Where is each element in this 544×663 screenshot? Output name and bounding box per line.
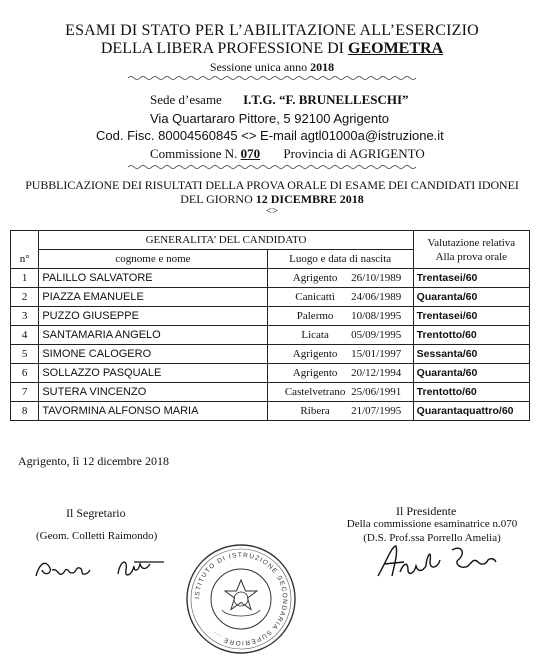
birth-place: Palermo bbox=[296, 310, 334, 322]
seal-emblem-star-icon bbox=[225, 580, 257, 610]
birth-date: 24/06/1989 bbox=[351, 291, 402, 303]
candidate-name: TAVORMINA ALFONSO MARIA bbox=[39, 402, 267, 421]
group-header: GENERALITA’ DEL CANDIDATO bbox=[39, 231, 413, 250]
commission-number: 070 bbox=[240, 146, 261, 161]
table-row bbox=[11, 345, 530, 364]
candidate-name: PIAZZA EMANUELE bbox=[39, 288, 267, 307]
birth-place-date bbox=[267, 364, 413, 383]
row-number: 6 bbox=[11, 364, 39, 383]
profession-name: GEOMETRA bbox=[348, 40, 444, 57]
candidate-name: SANTAMARIA ANGELO bbox=[39, 326, 267, 345]
secretary-title: Il Segretario bbox=[66, 506, 126, 520]
date-place-line: Agrigento, lì 12 dicembre 2018 bbox=[18, 454, 169, 468]
birth-place: Canicattì bbox=[295, 291, 335, 303]
session-prefix: Sessione unica anno bbox=[209, 60, 311, 74]
school-codfisc-email: Cod. Fisc. 80004560845 <> E-mail agtl01000a@istruzione.it bbox=[96, 128, 444, 143]
birth-place: Castelvetrano bbox=[284, 386, 346, 398]
candidate-name: PUZZO GIUSEPPE bbox=[39, 307, 267, 326]
birth-date: 15/01/1997 bbox=[351, 348, 402, 360]
publication-title: PUBBLICAZIONE DEI RISULTATI DELLA PROVA ORALE DI ESAME DEI CANDIDATI IDONEI bbox=[25, 178, 519, 192]
birth-date: 20/12/1994 bbox=[351, 367, 402, 379]
birth-place-date bbox=[267, 307, 413, 326]
birth-date: 25/06/1991 bbox=[351, 386, 402, 398]
table-row bbox=[11, 364, 530, 383]
decorative-wave-divider bbox=[128, 75, 416, 81]
president-signature bbox=[374, 540, 524, 582]
birth-place-date bbox=[267, 383, 413, 402]
seal-ring-text: ISTITUTO DI ISTRUZIONE SECONDARIA SUPERIORE ... bbox=[193, 551, 289, 647]
secretary-signature bbox=[30, 552, 180, 584]
president-name: (D.S. Prof.ssa Porrello Amelia) bbox=[363, 532, 501, 544]
birth-place: Agrigento bbox=[292, 348, 338, 360]
results-table bbox=[10, 230, 530, 421]
header-line-2-prefix: DELLA LIBERA PROFESSIONE DI bbox=[100, 40, 348, 57]
header-line-2 bbox=[0, 40, 544, 58]
col-number-header: n° bbox=[11, 250, 39, 269]
table-row bbox=[11, 402, 530, 421]
row-number: 5 bbox=[11, 345, 39, 364]
oral-exam-grade: Quarantaquattro/60 bbox=[413, 402, 529, 421]
commission-line bbox=[150, 146, 425, 162]
row-number: 4 bbox=[11, 326, 39, 345]
eval-header-line-2: Alla prova orale bbox=[435, 250, 508, 263]
table-row bbox=[11, 307, 530, 326]
table-row bbox=[11, 383, 530, 402]
row-number: 7 bbox=[11, 383, 39, 402]
col-name-header: cognome e nome bbox=[39, 250, 267, 269]
candidate-name: SIMONE CALOGERO bbox=[39, 345, 267, 364]
table-header-row-1 bbox=[11, 231, 530, 250]
birth-place: Licata bbox=[301, 329, 329, 341]
svg-text:ISTITUTO DI ISTRUZIONE SECONDA bbox=[194, 552, 288, 646]
row-number: 1 bbox=[11, 269, 39, 288]
table-row bbox=[11, 269, 530, 288]
candidate-name: PALILLO SALVATORE bbox=[39, 269, 267, 288]
table-row bbox=[11, 326, 530, 345]
secretary-name: (Geom. Colletti Raimondo) bbox=[36, 530, 158, 542]
birth-place-date bbox=[267, 269, 413, 288]
session-line bbox=[0, 60, 544, 75]
province: Provincia di AGRIGENTO bbox=[283, 146, 425, 161]
oral-exam-grade: Sessanta/60 bbox=[413, 345, 529, 364]
row-number: 3 bbox=[11, 307, 39, 326]
birth-date: 26/10/1989 bbox=[351, 272, 402, 284]
birth-place-date bbox=[267, 402, 413, 421]
publication-mark: <> bbox=[265, 205, 279, 217]
eval-header bbox=[413, 231, 529, 269]
header-blank bbox=[11, 231, 39, 250]
birth-date: 05/09/1995 bbox=[351, 329, 402, 341]
birth-place-date bbox=[267, 326, 413, 345]
oral-exam-grade: Quaranta/60 bbox=[413, 288, 529, 307]
decorative-wave-divider-2 bbox=[128, 164, 416, 170]
president-title: Il Presidente bbox=[396, 504, 457, 518]
col-place-header: Luogo e data di nascita bbox=[267, 250, 413, 269]
birth-place: Agrigento bbox=[292, 272, 338, 284]
publication-date-prefix: DEL GIORNO bbox=[180, 192, 256, 206]
table-body bbox=[11, 269, 530, 421]
oral-exam-grade: Trentotto/60 bbox=[413, 326, 529, 345]
commission-label: Commissione N. bbox=[150, 146, 238, 161]
oral-exam-grade: Quaranta/60 bbox=[413, 364, 529, 383]
row-number: 8 bbox=[11, 402, 39, 421]
birth-place-date bbox=[267, 288, 413, 307]
eval-header-line-1: Valutazione relativa bbox=[427, 236, 516, 249]
school-address: Via Quartararo Pittore, 5 92100 Agrigento bbox=[150, 111, 389, 126]
birth-date: 21/07/1995 bbox=[351, 405, 402, 417]
official-seal bbox=[182, 540, 300, 658]
header-line-1: ESAMI DI STATO PER L’ABILITAZIONE ALL’ESERCIZIO bbox=[65, 22, 479, 39]
president-role: Della commissione esaminatrice n.070 bbox=[346, 518, 518, 530]
exam-date: 12 DICEMBRE 2018 bbox=[255, 192, 364, 206]
oral-exam-grade: Trentasei/60 bbox=[413, 269, 529, 288]
birth-place-date bbox=[267, 345, 413, 364]
oral-exam-grade: Trentotto/60 bbox=[413, 383, 529, 402]
row-number: 2 bbox=[11, 288, 39, 307]
school-name: I.T.G. “F. BRUNELLESCHI” bbox=[243, 92, 409, 107]
venue-label: Sede d’esame bbox=[150, 92, 222, 107]
exam-venue bbox=[150, 92, 409, 108]
candidate-name: SOLLAZZO PASQUALE bbox=[39, 364, 267, 383]
birth-place: Agrigento bbox=[292, 367, 338, 379]
birth-date: 10/08/1995 bbox=[351, 310, 402, 322]
table-row bbox=[11, 288, 530, 307]
birth-place: Ribera bbox=[300, 405, 330, 417]
session-year: 2018 bbox=[310, 60, 335, 74]
oral-exam-grade: Trentasei/60 bbox=[413, 307, 529, 326]
candidate-name: SUTERA VINCENZO bbox=[39, 383, 267, 402]
